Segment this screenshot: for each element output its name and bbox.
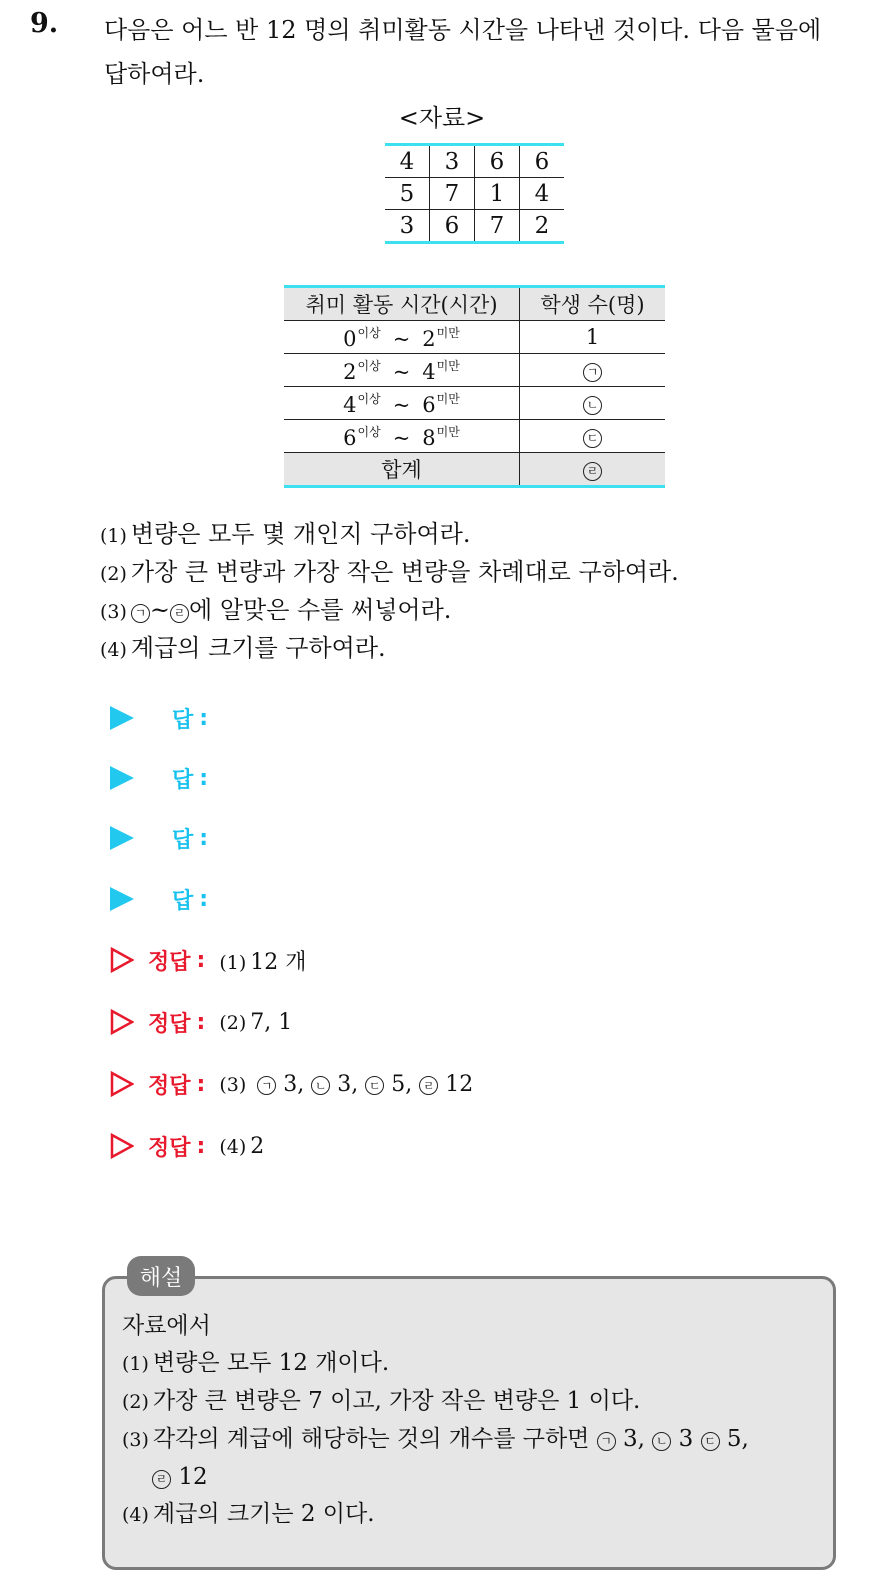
- data-cell: 1: [475, 178, 520, 210]
- circled-letter: ㄱ: [257, 1076, 276, 1095]
- question-text-line-1: 다음은 어느 반 12 명의 취미활동 시간을 나타낸 것이다. 다음 물음에: [104, 16, 822, 44]
- play-triangle-icon: [110, 766, 134, 790]
- outline-triangle-icon: [110, 947, 134, 973]
- solution-value: (2) 7, 1: [219, 1009, 293, 1035]
- answer-label: 답: [172, 707, 194, 733]
- data-cell: 3: [385, 210, 430, 243]
- class-interval: $2^{이상}$ ~ $4^{미만}$: [284, 354, 520, 387]
- circled-letter: ㄷ: [701, 1432, 720, 1451]
- explanation-line-3-cont: ㄹ 12: [122, 1459, 822, 1496]
- play-triangle-icon: [110, 826, 134, 850]
- frequency-row: [284, 354, 665, 387]
- header-student-count: 학생 수(명): [520, 287, 666, 321]
- solution-value: (4) 2: [219, 1133, 265, 1159]
- class-count: [520, 354, 666, 387]
- circled-letter: ㄱ: [131, 604, 150, 623]
- data-cell: 7: [430, 178, 475, 210]
- question-number: 9.: [30, 8, 59, 39]
- frequency-total-row: [284, 453, 665, 487]
- solution-row-2: 정답 : (2) 7, 1: [110, 1004, 292, 1040]
- explanation-line-3: (3) 각각의 계급에 해당하는 것의 개수를 구하면 ㄱ 3, ㄴ 3 ㄷ 5,: [122, 1426, 749, 1452]
- sub-question-1: (1) 변량은 모두 몇 개인지 구하여라.: [100, 520, 471, 548]
- circled-letter: ㄴ: [652, 1432, 671, 1451]
- explanation-tag: 해설: [127, 1256, 195, 1296]
- solution-row-3: 정답 : (3) ㄱ 3, ㄴ 3, ㄷ 5, ㄹ 12: [110, 1066, 473, 1102]
- explanation-line-2: (2) 가장 큰 변량은 7 이고, 가장 작은 변량은 1 이다.: [122, 1388, 641, 1414]
- sub-question-2: (2) 가장 큰 변량과 가장 작은 변량을 차례대로 구하여라.: [100, 558, 679, 586]
- answer-row-4: 답 :: [110, 882, 208, 916]
- total-label: 합계: [284, 453, 520, 487]
- circled-letter: ㄱ: [583, 363, 602, 382]
- circled-letter: ㄴ: [583, 396, 602, 415]
- solution-value: (3) ㄱ 3, ㄴ 3, ㄷ 5, ㄹ 12: [219, 1071, 474, 1097]
- frequency-row: [284, 420, 665, 453]
- circled-letter: ㄷ: [583, 429, 602, 448]
- outline-triangle-icon: [110, 1133, 134, 1159]
- sub-question-4: (4) 계급의 크기를 구하여라.: [100, 634, 386, 662]
- play-triangle-icon: [110, 887, 134, 911]
- solution-label: 정답: [148, 949, 191, 975]
- answer-row-1: 답 :: [110, 701, 208, 735]
- answer-row-3: 답 :: [110, 821, 208, 855]
- data-cell: 3: [430, 145, 475, 178]
- header-hobby-time: 취미 활동 시간(시간): [284, 287, 520, 321]
- circled-letter: ㄱ: [597, 1432, 616, 1451]
- total-value: [520, 453, 666, 487]
- class-count: [520, 420, 666, 453]
- solution-row-4: 정답 : (4) 2: [110, 1128, 264, 1164]
- frequency-table: [284, 285, 665, 488]
- question-text: [104, 8, 864, 96]
- answer-label: 답: [172, 888, 194, 914]
- class-interval: $6^{이상}$ ~ $8^{미만}$: [284, 420, 520, 453]
- data-cell: 7: [475, 210, 520, 243]
- circled-letter: ㄹ: [419, 1076, 438, 1095]
- data-cell: 2: [534, 212, 550, 239]
- data-cell: 6: [520, 145, 565, 178]
- circled-letter: ㄷ: [365, 1076, 384, 1095]
- class-interval: $0^{이상}$ ~ $2^{미만}$: [284, 321, 520, 354]
- class-count: 1: [520, 321, 666, 354]
- answer-label: 답: [172, 827, 194, 853]
- data-cell: 4: [385, 145, 430, 178]
- data-cell: 6: [475, 145, 520, 178]
- solution-label: 정답: [148, 1135, 191, 1161]
- solution-label: 정답: [148, 1073, 191, 1099]
- circled-letter: ㄹ: [583, 462, 602, 481]
- class-count: [520, 387, 666, 420]
- circled-letter: ㄹ: [170, 604, 189, 623]
- solution-value: (1) 12 개: [219, 949, 307, 975]
- table-row: [385, 210, 564, 243]
- raw-data-table: [385, 143, 564, 244]
- frequency-row: [284, 321, 665, 354]
- sub-question-3: (3) ㄱ ~ ㄹ 에 알맞은 수를 써넣어라.: [100, 596, 452, 624]
- data-caption: <자료>: [398, 104, 486, 132]
- circled-letter: ㄴ: [311, 1076, 330, 1095]
- frequency-row: [284, 387, 665, 420]
- table-row: [385, 178, 564, 210]
- outline-triangle-icon: [110, 1071, 134, 1097]
- solution-label: 정답: [148, 1011, 191, 1037]
- frequency-header-row: [284, 287, 665, 321]
- table-row: [385, 145, 564, 178]
- explanation-intro: 자료에서: [122, 1313, 211, 1339]
- circled-letter: ㄹ: [152, 1470, 171, 1489]
- question-text-line-2: 답하여라.: [104, 60, 205, 88]
- explanation-line-4: (4) 계급의 크기는 2 이다.: [122, 1501, 375, 1527]
- data-cell: 4: [520, 178, 565, 210]
- explanation-line-1: (1) 변량은 모두 12 개이다.: [122, 1350, 390, 1376]
- outline-triangle-icon: [110, 1009, 134, 1035]
- data-cell: 6: [430, 210, 475, 243]
- answer-row-2: 답 :: [110, 761, 208, 795]
- class-interval: $4^{이상}$ ~ $6^{미만}$: [284, 387, 520, 420]
- explanation-text: [122, 1308, 822, 1534]
- data-cell: 5: [385, 178, 430, 210]
- play-triangle-icon: [110, 706, 134, 730]
- solution-row-1: 정답 : (1) 12 개: [110, 942, 307, 978]
- answer-label: 답: [172, 767, 194, 793]
